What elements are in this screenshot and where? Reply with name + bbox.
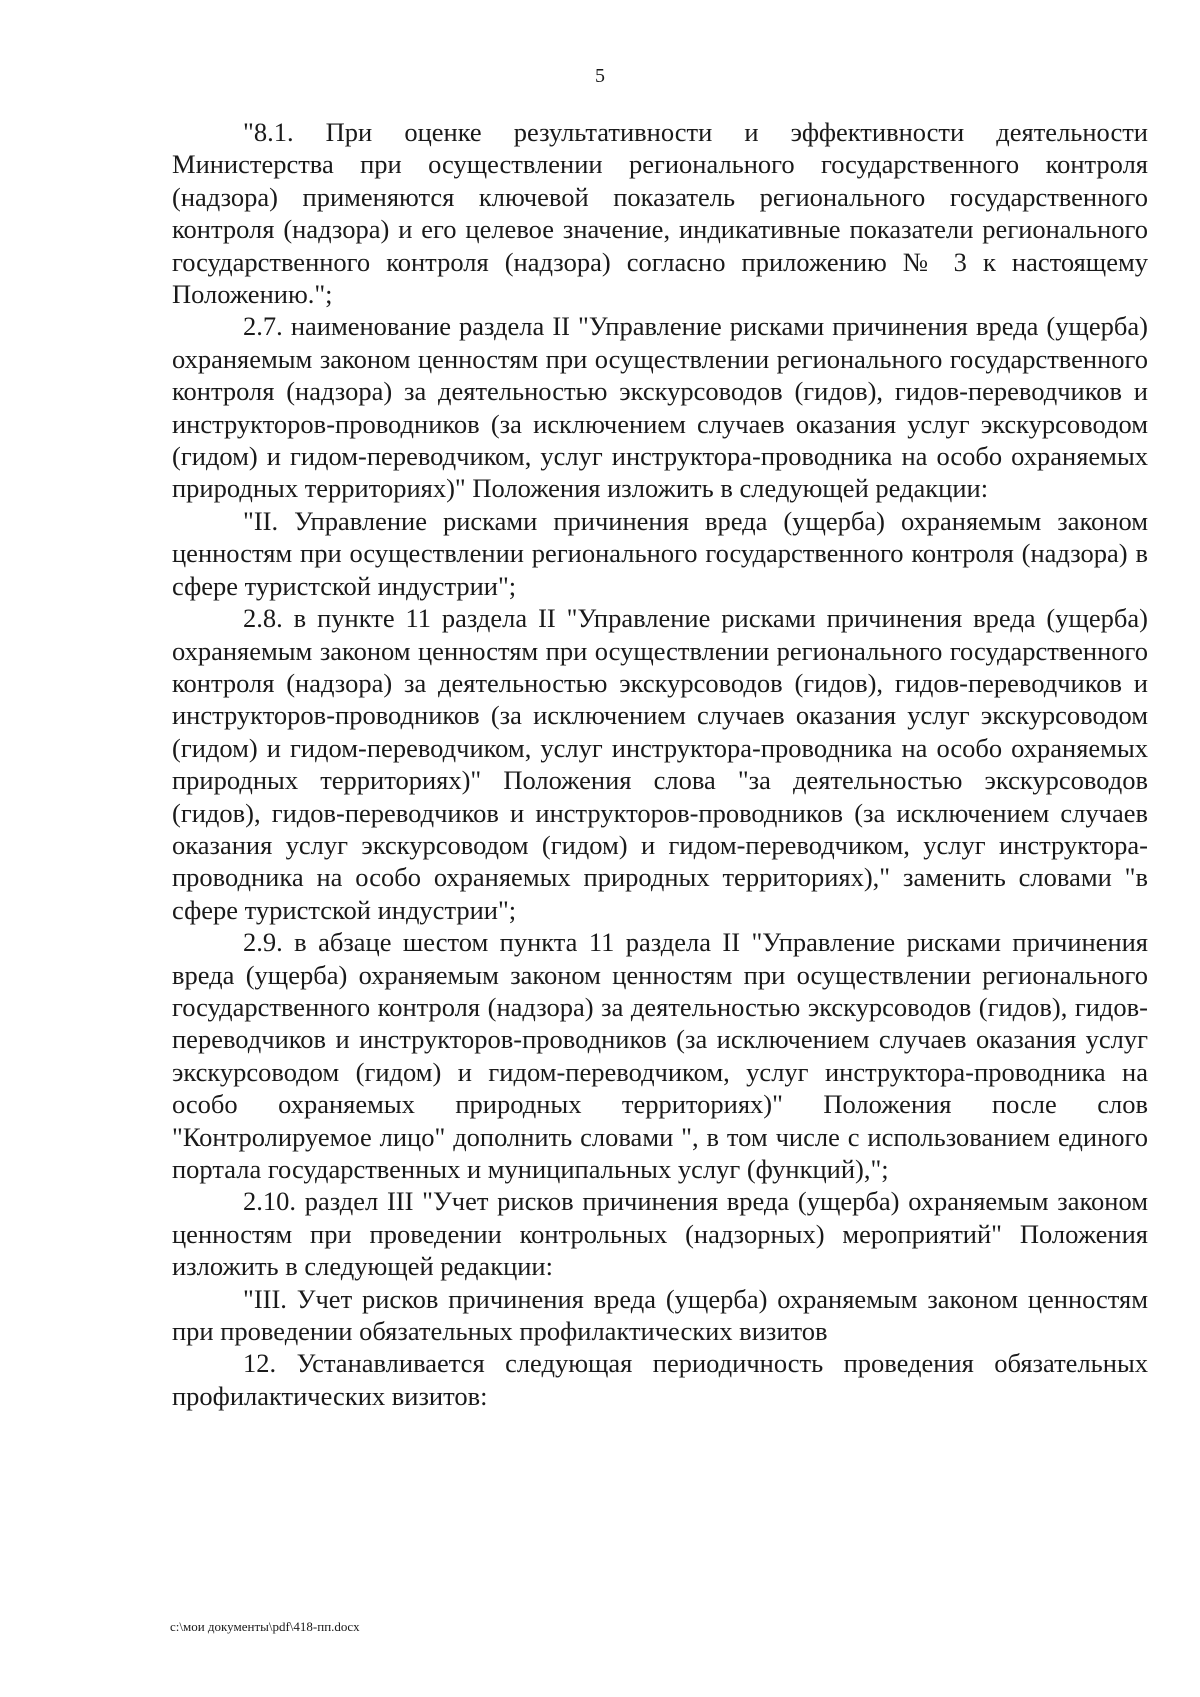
paragraph-8-1: "8.1. При оценке результативности и эффективности деятельности Министерства при осуществлении регионального государственного контроля (надзора) применяются ключевой показатель регионального государственного контроля (надзора) и его целевое значение, индикативные показатели регионального государственного контроля (надзора) согласно приложению № 3 к настоящему Положению."; xyxy=(172,117,1148,310)
paragraph-2-8: 2.8. в пункте 11 раздела II "Управление рисками причинения вреда (ущерба) охраняемым законом ценностям при осуществлении регионального государственного контроля (надзора) за деятельностью экскурсоводов (гидов), гидов-переводчиков и инструкторов-проводников (за исключением случаев оказания услуг экскурсоводом (гидом) и гидом-переводчиком, услуг инструктора-проводника на особо охраняемых природных территориях)" Положения слова "за деятельностью экскурсоводов (гидов), гидов-переводчиков и инструкторов-проводников (за исключением случаев оказания услуг экскурсоводом (гидом) и гидом-переводчиком, услуг инструктора-проводника на особо охраняемых природных территориях)," заменить словами "в сфере туристской индустрии"; xyxy=(172,603,1148,925)
paragraph-2-7: 2.7. наименование раздела II "Управление рисками причинения вреда (ущерба) охраняемым законом ценностям при осуществлении регионального государственного контроля (надзора) за деятельностью экскурсоводов (гидов), гидов-переводчиков и инструкторов-проводников (за исключением случаев оказания услуг экскурсоводом (гидом) и гидом-переводчиком, услуг инструктора-проводника на особо охраняемых природных территориях)" Положения изложить в следующей редакции: xyxy=(172,311,1148,504)
paragraph-section-iii-title: "III. Учет рисков причинения вреда (ущерба) охраняемым законом ценностям при проведении обязательных профилактических визитов xyxy=(172,1283,1148,1347)
document-body xyxy=(172,116,1148,1412)
paragraph-2-10: 2.10. раздел III "Учет рисков причинения вреда (ущерба) охраняемым законом ценностям при проведении контрольных (надзорных) мероприятий" Положения изложить в следующей редакции: xyxy=(172,1186,1148,1282)
paragraph-2-9: 2.9. в абзаце шестом пункта 11 раздела II "Управление рисками причинения вреда (ущерба) охраняемым законом ценностям при осуществлении регионального государственного контроля (надзора) за деятельностью экскурсоводов (гидов), гидов-переводчиков и инструкторов-проводников (за исключением случаев оказания услуг экскурсоводом (гидом) и гидом-переводчиком, услуг инструктора-проводника на особо охраняемых природных территориях)" Положения после слов "Контролируемое лицо" дополнить словами ", в том числе с использованием единого портала государственных и муниципальных услуг (функций),"; xyxy=(172,927,1148,1184)
page-number: 5 xyxy=(595,65,605,87)
paragraph-section-ii-title: "II. Управление рисками причинения вреда (ущерба) охраняемым законом ценностям при осуществлении регионального государственного контроля (надзора) в сфере туристской индустрии"; xyxy=(172,505,1148,601)
paragraph-12: 12. Устанавливается следующая периодичность проведения обязательных профилактических визитов: xyxy=(172,1348,1148,1411)
footer-file-path: c:\мои документы\pdf\418-пп.docx xyxy=(170,1619,360,1634)
